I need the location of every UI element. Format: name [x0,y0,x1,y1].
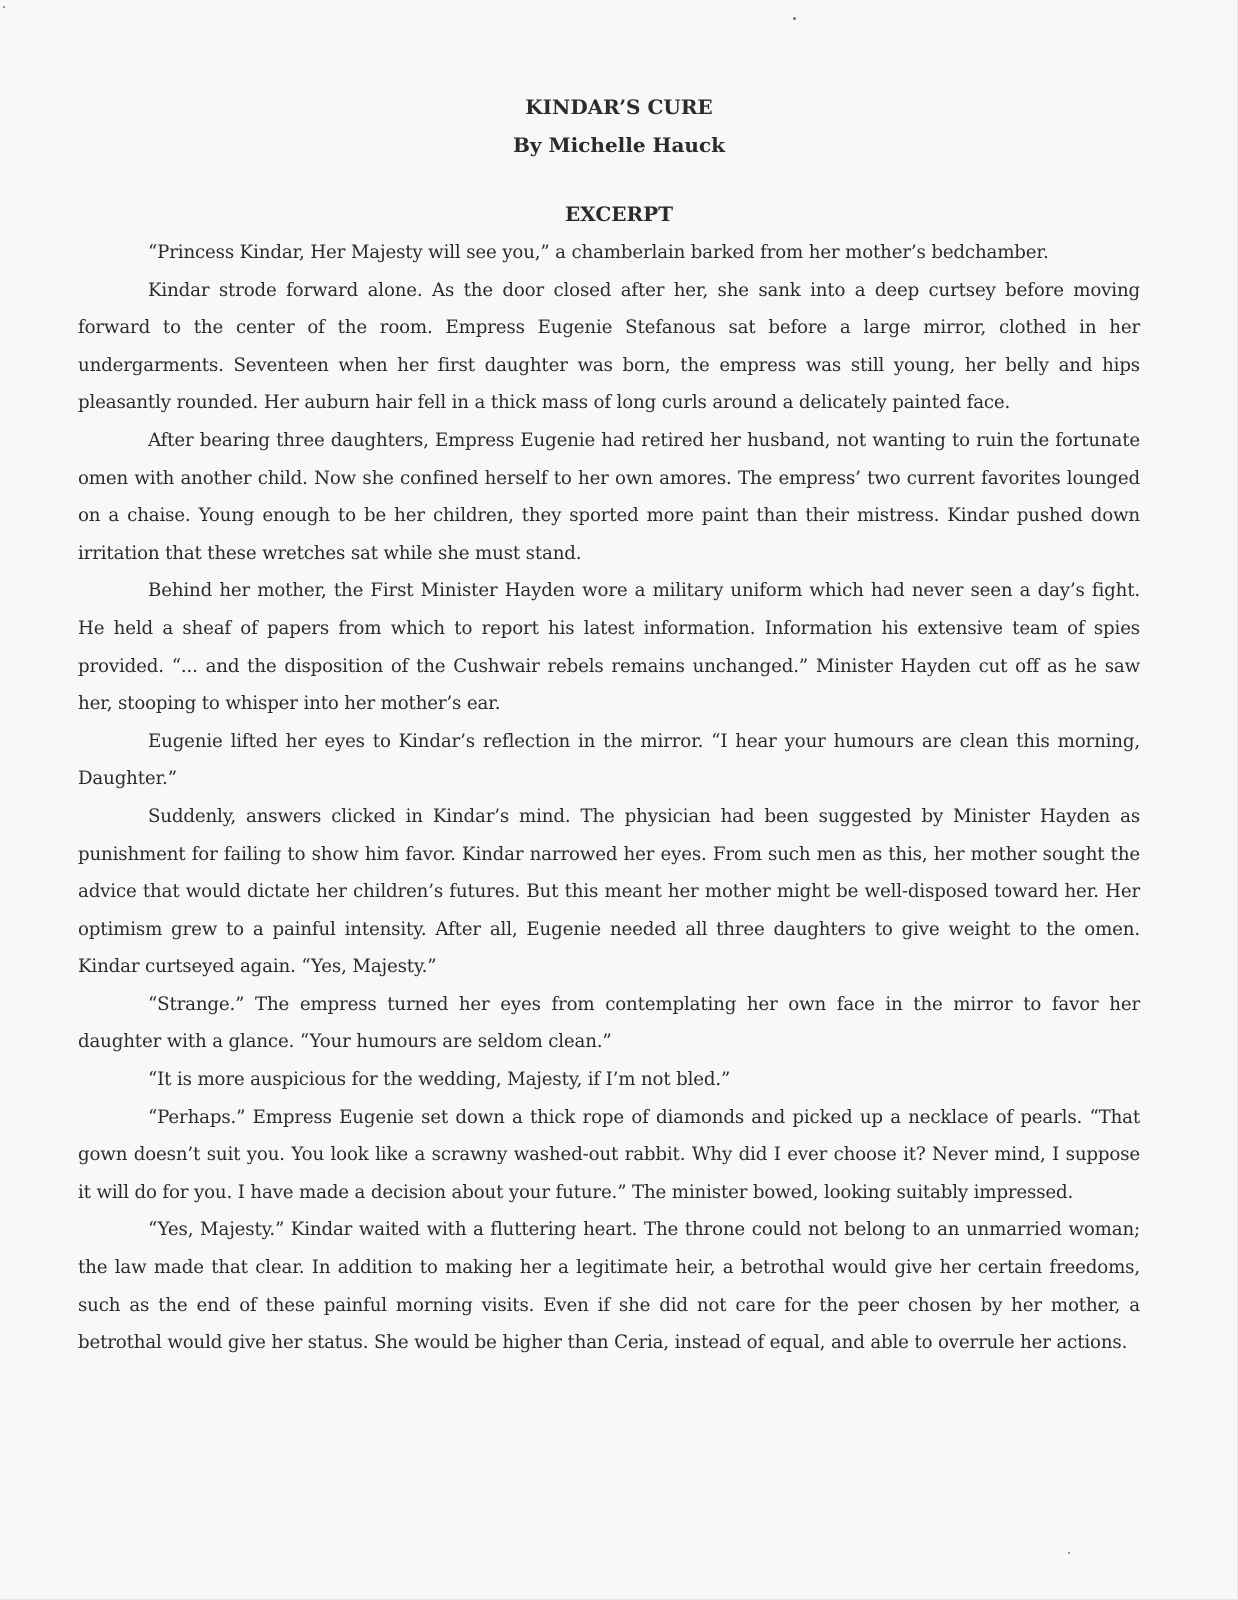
paragraph: “Yes, Majesty.” Kindar waited with a fluttering heart. The throne could not belong to an unmarried woman; the law made that clear. In addition to making her a legitimate heir, a betrothal would give her certain freedoms, such as the end of these painful morning visits. Even if she did not care for the peer chosen by her mother, a betrothal would give her status. She would be higher than Ceria, instead of equal, and able to overrule her actions. [78,1219,1140,1354]
section-heading: EXCERPT [564,202,674,226]
paragraph: “Strange.” The empress turned her eyes from contemplating her own face in the mirror to favor her daughter with a glance. “Your humours are seldom clean.” [78,993,1140,1053]
paragraph: Suddenly, answers clicked in Kindar’s mind. The physician had been suggested by Minister Hayden as punishment for failing to show him favor. Kindar narrowed her eyes. From such men as this, her mother sought the advice that would dictate her children’s futures. But this meant her mother might be well-disposed toward her. Her optimism grew to a painful intensity. After all, Eugenie needed all three daughters to give weight to the omen. Kindar curtseyed again. “Yes, Majesty.” [78,805,1140,978]
paragraph: “Princess Kindar, Her Majesty will see you,” a chamberlain barked from her mother’s bedchamber. [148,242,1049,263]
paragraph: “Perhaps.” Empress Eugenie set down a thick rope of diamonds and picked up a necklace of pearls. “That gown doesn’t suit you. You look like a scrawny washed-out rabbit. Why did I ever choose it? Never mind, I suppose it will do for you. I have made a decision about your future.” The minister bowed, looking suitably impressed. [78,1106,1140,1203]
scan-speck [793,17,796,20]
paragraph: Kindar strode forward alone. As the door closed after her, she sank into a deep curtsey before moving forward to the center of the room. Empress Eugenie Stefanous sat before a large mirror, clothed in her undergarments. Seventeen when her first daughter was born, the empress was still young, her belly and hips pleasantly rounded. Her auburn hair fell in a thick mass of long curls around a delicately painted face. [78,279,1140,414]
document-body [78,234,1140,1362]
document-header [0,88,1238,164]
scan-speck [3,6,5,8]
author-line: By Michelle Hauck [513,133,725,157]
paragraph: Eugenie lifted her eyes to Kindar’s reflection in the mirror. “I hear your humours are clean this morning, Daughter.” [78,730,1140,790]
paragraph: Behind her mother, the First Minister Hayden wore a military uniform which had never seen a day’s fight. He held a sheaf of papers from which to report his latest information. Information his extensive team of spies provided. “... and the disposition of the Cushwair rebels remains unchanged.” Minister Hayden cut off as he saw her, stooping to whisper into her mother’s ear. [78,580,1140,715]
paragraph: “It is more auspicious for the wedding, Majesty, if I’m not bled.” [148,1069,731,1091]
document-title: KINDAR’S CURE [525,95,713,119]
paragraph: After bearing three daughters, Empress Eugenie had retired her husband, not wanting to ruin the fortunate omen with another child. Now she confined herself to her own amores. The empress’ two current favorites lounged on a chaise. Young enough to be her children, they sported more paint than their mistress. Kindar pushed down irritation that these wretches sat while she must stand. [78,429,1140,564]
scan-speck [1068,1552,1070,1554]
